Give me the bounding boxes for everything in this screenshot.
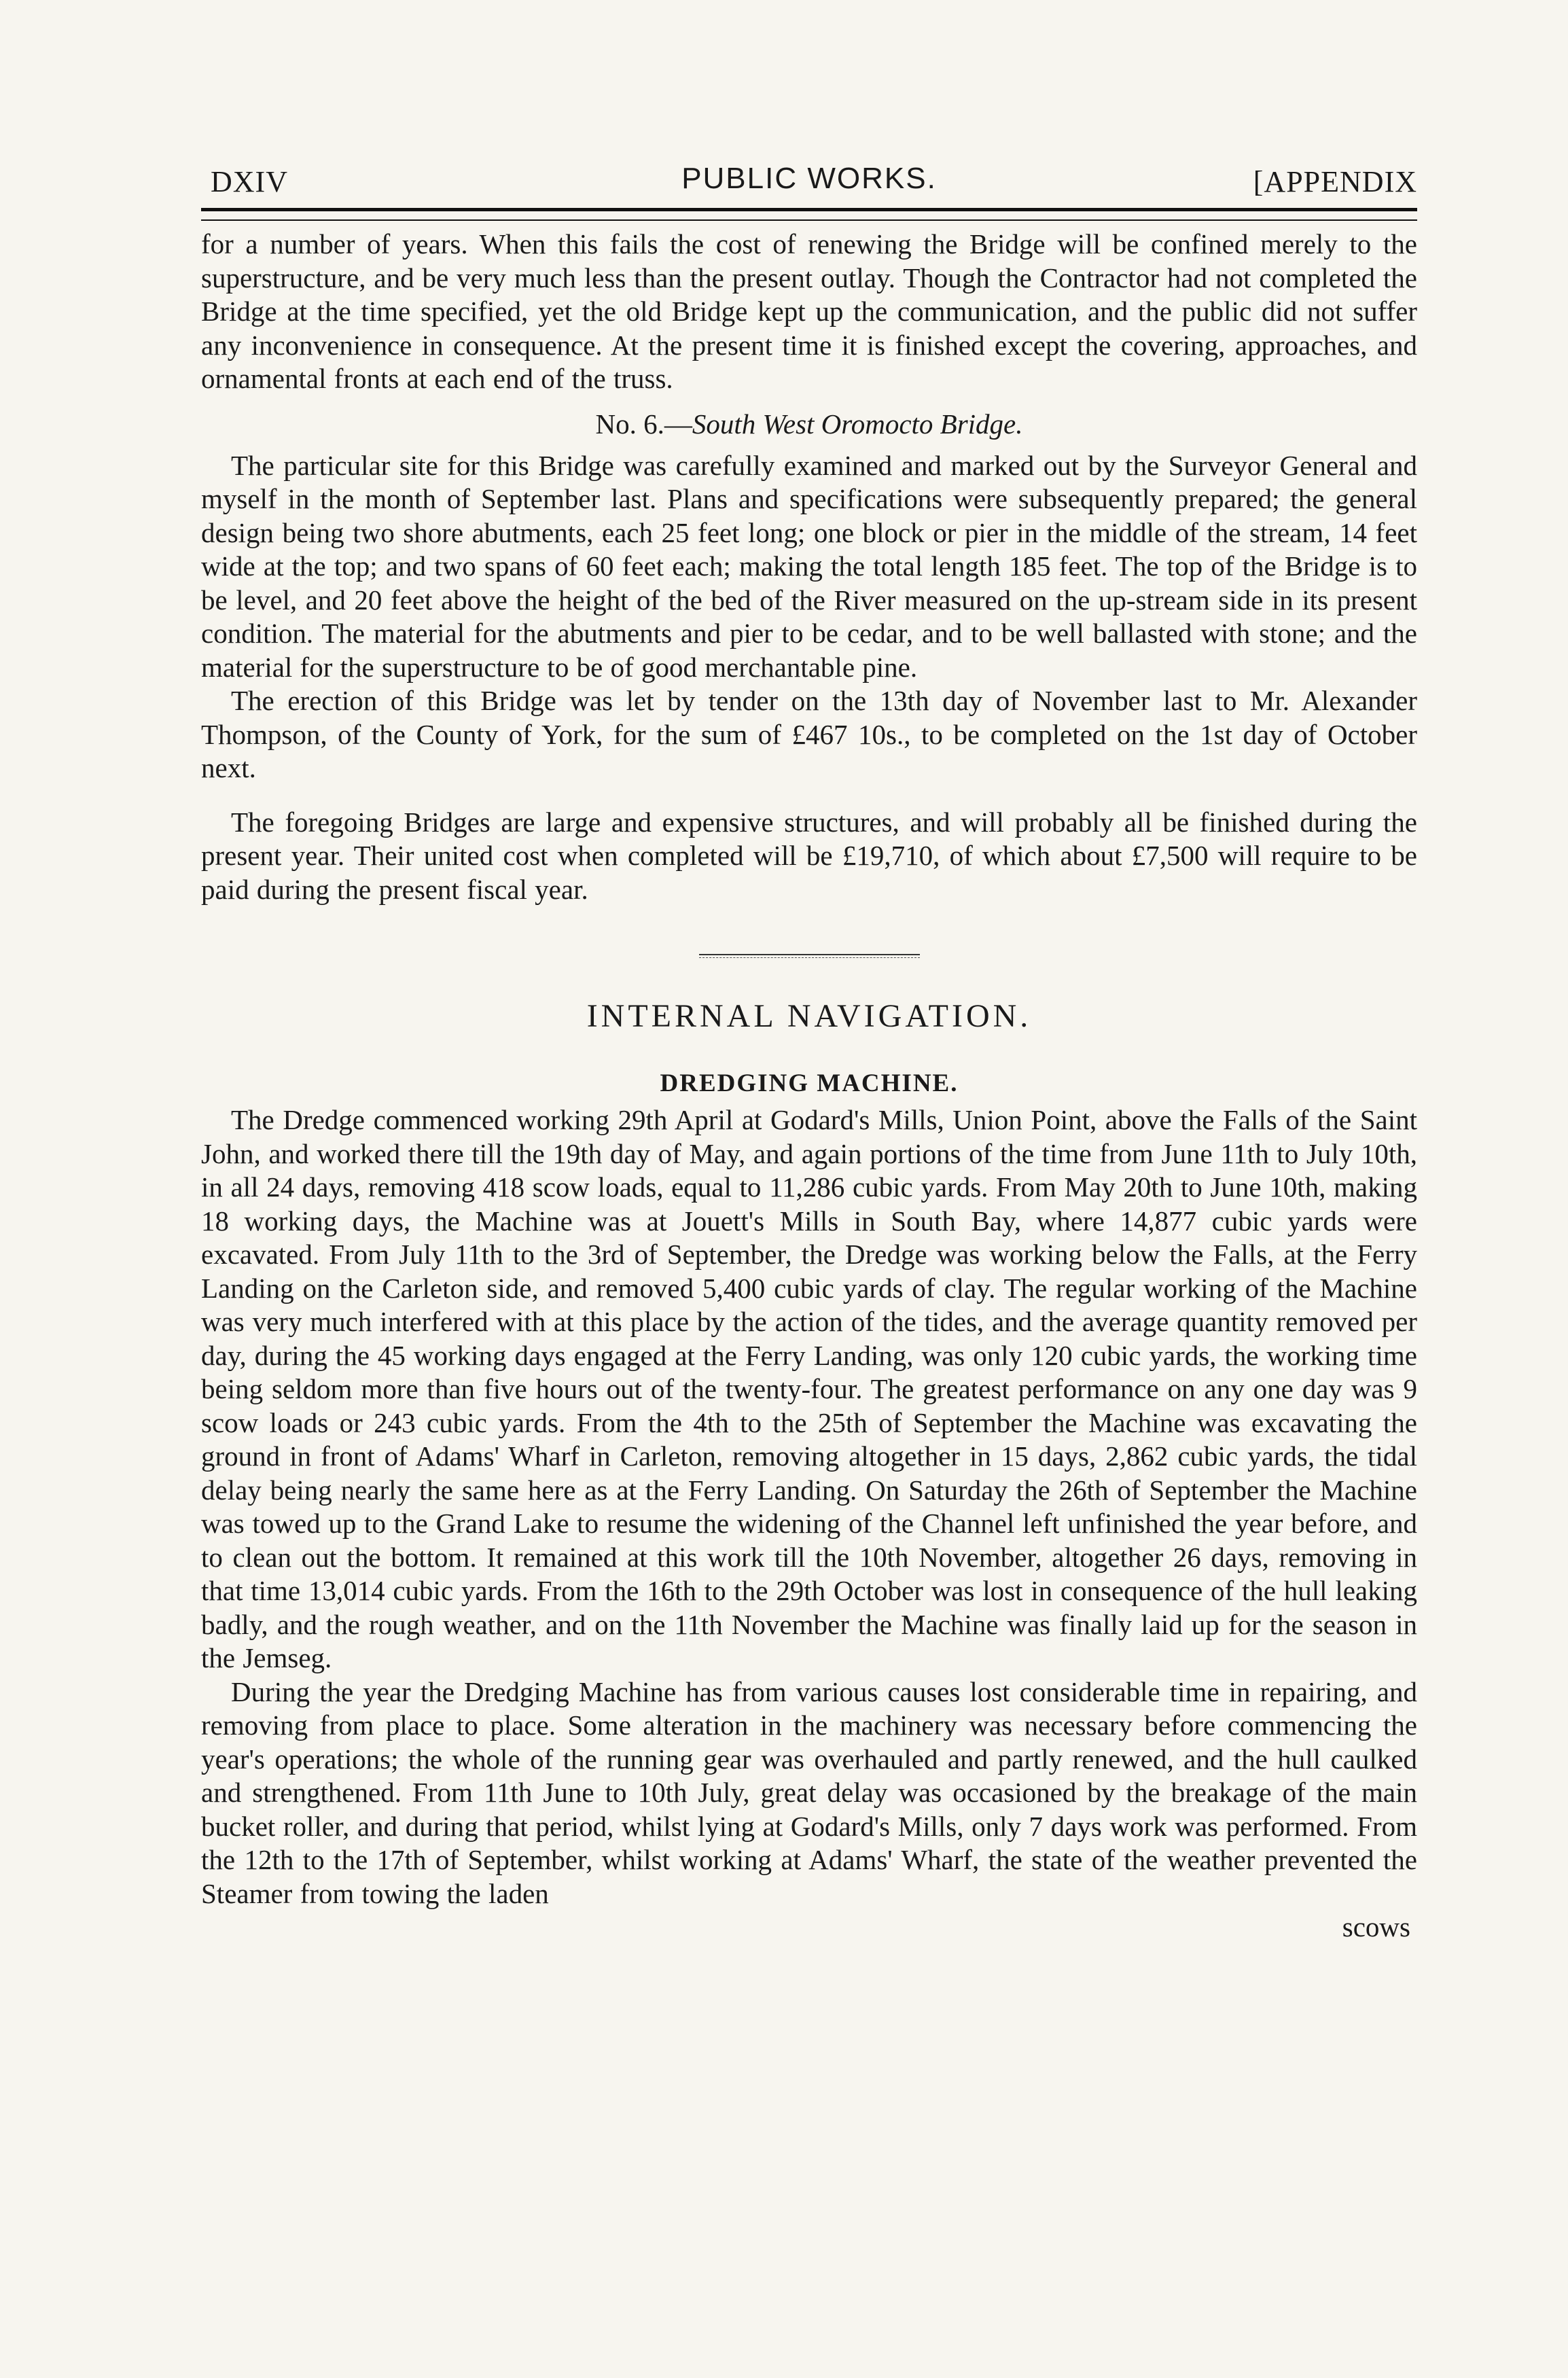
header-rule [201, 208, 1417, 221]
subsection-title: DREDGING MACHINE. [660, 1069, 959, 1097]
continuation-block [201, 228, 1417, 396]
running-header [201, 156, 1417, 204]
dredging-section [201, 1103, 1417, 1911]
section-divider [699, 954, 920, 958]
catchword: scows [1342, 1911, 1410, 1942]
bridge-number: No. 6.— [595, 408, 692, 440]
paragraph: for a number of years. When this fails the cost of renewing the Bridge will be confined merely to the superstructure, and be very much less than the present outlay. Though the Contractor had not completed the Bridge at the time specified, yet the old Bridge kept up the communication, and the public did not suffer any inconvenience in consequence. At the present time it is finished except the covering, approaches, and ornamental fronts at each end of the truss. [201, 228, 1417, 394]
section-title: INTERNAL NAVIGATION. [586, 998, 1032, 1034]
paragraph: During the year the Dredging Machine has from various causes lost considerable time in repairing, and removing from place to place. Some alteration in the machinery was necessary before commencing the year's operations; the whole of the running gear was overhauled and partly renewed, and the hull caulked and strengthened. From 11th June to 10th July, great delay was occasioned by the breakage of the main bucket roller, and during that period, whilst lying at Godard's Mills, only 7 days work was performed. From the 12th to the 17th of September, whilst working at Adams' Wharf, the state of the weather prevented the Steamer from towing the laden [201, 1675, 1417, 1909]
paragraph: The erection of this Bridge was let by tender on the 13th day of November last to Mr. Alexander Thompson, of the County of York, for the sum of £467 10s., to be completed on the 1st day of October next. [201, 685, 1417, 783]
section-label: [APPENDIX [1253, 165, 1417, 198]
paragraph: The particular site for this Bridge was carefully examined and marked out by the Surveyor General and myself in the month of September last. Plans and specifications were subsequently prepared; the general design being two shore abutments, each 25 feet long; one block or pier in the middle of the stream, 14 feet wide at the top; and two spans of 60 feet each; making the total length 185 feet. The top of the Bridge is to be level, and 20 feet above the height of the bed of the River measured on the up-stream side in its present condition. The material for the abutments and pier to be cedar, and to be well ballasted with stone; and the material for the superstructure to be of good merchantable pine. [201, 449, 1417, 683]
page-number: DXIV [211, 165, 288, 198]
spacer [201, 785, 1417, 806]
document-page [201, 156, 1417, 1945]
running-title: PUBLIC WORKS. [681, 162, 937, 195]
bridge-name: South West Oromocto Bridge. [692, 408, 1023, 440]
bridge-section [201, 449, 1417, 785]
paragraph: The Dredge commenced working 29th April at Godard's Mills, Union Point, above the Falls of the Saint John, and worked there till the 19th day of May, and again portions of the time from June 11th to July 10th, in all 24 days, removing 418 scow loads, equal to 11,286 cubic yards. From May 20th to June 10th, making 18 working days, the Machine was at Jouett's Mills in South Bay, where 14,877 cubic yards were excavated. From July 11th to the 3rd of September, the Dredge was working below the Falls, at the Ferry Landing on the Carleton side, and removed 5,400 cubic yards of clay. The regular working of the Machine was very much interfered with at this place by the action of the tides, and the average quantity removed per day, during the 45 working days engaged at the Ferry Landing, was only 120 cubic yards, the working time being seldom more than five hours out of the twenty-four. The greatest performance on any one day was 9 scow loads or 243 cubic yards. From the 4th to the 25th of September the Machine was excavating the ground in front of Adams' Wharf in Carleton, removing altogether in 15 days, 2,862 cubic yards, the tidal delay being nearly the same here as at the Ferry Landing. On Saturday the 26th of September the Machine was towed up to the Grand Lake to resume the widening of the Channel left unfinished the year before, and to clean out the bottom. It remained at this work till the 10th November, altogether 26 days, removing in that time 13,014 cubic yards. From the 16th to the 29th October was lost in consequence of the hull leaking badly, and the rough weather, and on the 11th November the Machine was finally laid up for the season in the Jemseg. [201, 1104, 1417, 1673]
bridge-heading [201, 407, 1417, 441]
summary-paragraph: The foregoing Bridges are large and expensive structures, and will probably all be finished during the present year. Their united cost when completed will be £19,710, of which about £7,500 will require to be paid during the present fiscal year. [201, 806, 1417, 905]
